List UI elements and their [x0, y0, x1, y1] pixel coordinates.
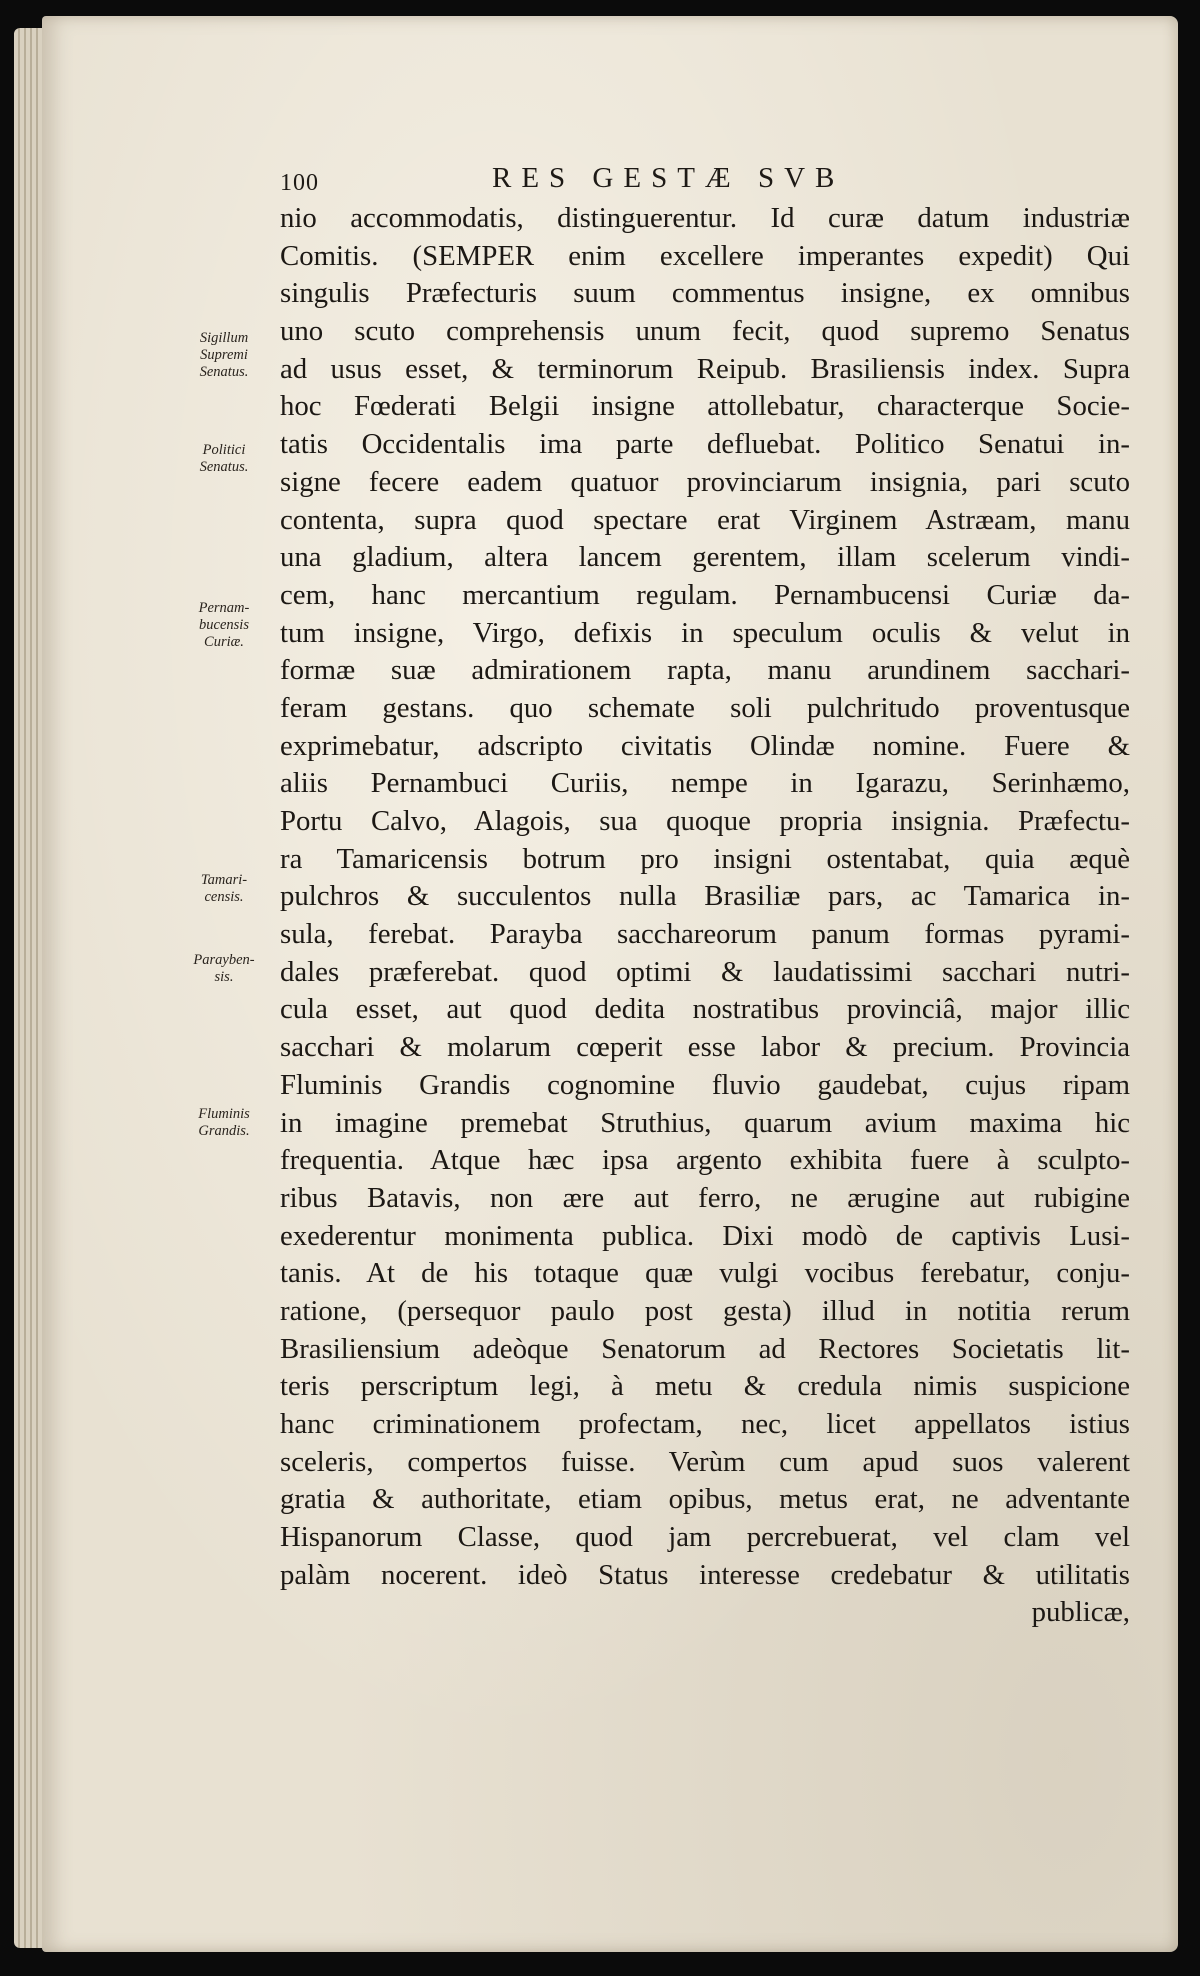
text-line: pulchros & succulentos nulla Brasiliæ pars, ac Tamarica in- [280, 880, 1130, 913]
margin-note-sigillum: Sigillum Supremi Senatus. [199, 330, 249, 380]
text-line: signe fecere eadem quatuor provinciarum insignia, pari scuto [280, 465, 1130, 498]
catchword: publicæ, [1031, 1596, 1130, 1629]
margin-note-tamaricensis: Tamari- censis. [200, 872, 248, 905]
body-text [280, 200, 1130, 1632]
margin-note-paraybensis: Parayben- sis. [193, 952, 255, 985]
text-line: Hispanorum Classe, quod jam percrebuerat, vel clam vel [280, 1521, 1130, 1554]
text-line: cem, hanc mercantium regulam. Pernambucensi Curiæ da- [280, 578, 1130, 611]
text-line: Portu Calvo, Alagois, sua quoque propria insignia. Præfectu- [280, 805, 1130, 837]
text-line: tanis. At de his totaque quæ vulgi vocibus ferebatur, conju- [280, 1257, 1130, 1290]
text-line: aliis Pernambuci Curiis, nempe in Igarazu, Serinhæmo, [280, 767, 1130, 800]
text-line: cula esset, aut quod dedita nostratibus provinciâ, major illic [280, 993, 1130, 1026]
text-line: sula, ferebat. Parayba sacchareorum panum formas pyrami- [280, 918, 1130, 951]
text-line: Fluminis Grandis cognomine fluvio gaudebat, cujus ripam [280, 1068, 1130, 1101]
text-line: tum insigne, Virgo, defixis in speculum oculis & velut in [280, 616, 1130, 649]
text-line: nio accommodatis, distinguerentur. Id curæ datum industriæ [280, 202, 1130, 234]
text-line: hanc criminationem profectam, nec, licet appellatos istius [280, 1408, 1130, 1440]
margin-notes [178, 0, 268, 1976]
text-line: uno scuto comprehensis unum fecit, quod supremo Senatus [280, 315, 1130, 348]
margin-note-pernambucensis: Pernam- bucensis Curiæ. [198, 600, 250, 650]
text-line: in imagine premebat Struthius, quarum avium maxima hic [280, 1106, 1130, 1139]
text-line: ra Tamaricensis botrum pro insigni ostentabat, quia æquè [280, 842, 1130, 875]
text-line: hoc Fœderati Belgii insigne attollebatur, characterque Socie- [280, 390, 1130, 423]
text-line: ribus Batavis, non ære aut ferro, ne ærugine aut rubigine [280, 1181, 1130, 1214]
text-line: contenta, supra quod spectare erat Virginem Astræam, manu [280, 503, 1130, 536]
text-line: palàm nocerent. ideò Status interesse credebatur & utilitatis [280, 1558, 1130, 1591]
text-line: Comitis. (SEMPER enim excellere imperantes expedit) Qui [280, 239, 1130, 272]
text-line: tatis Occidentalis ima parte defluebat. Politico Senatui in- [280, 428, 1130, 461]
text-line: exprimebatur, adscripto civitatis Olindæ nomine. Fuere & [280, 729, 1130, 762]
page-number: 100 [280, 170, 319, 196]
text-line: una gladium, altera lancem gerentem, illam scelerum vindi- [280, 541, 1130, 574]
page-header [280, 162, 1146, 202]
margin-note-fluminis: Fluminis Grandis. [198, 1106, 250, 1139]
margin-note-politici: Politici Senatus. [199, 442, 249, 475]
text-line: sacchari & molarum cœperit esse labor & precium. Provincia [280, 1031, 1130, 1064]
text-line: gratia & authoritate, etiam opibus, metus erat, ne adventante [280, 1483, 1130, 1516]
text-line: feram gestans. quo schemate soli pulchritudo proventusque [280, 691, 1130, 724]
text-line: ad usus esset, & terminorum Reipub. Brasiliensis index. Supra [280, 352, 1130, 385]
text-line: teris perscriptum legi, à metu & credula nimis suspicione [280, 1370, 1130, 1403]
text-line: singulis Præfecturis suum commentus insigne, ex omnibus [280, 277, 1130, 310]
running-title: RES GESTÆ SVB [492, 162, 845, 194]
text-line: sceleris, compertos fuisse. Verùm cum apud suos valerent [280, 1445, 1130, 1478]
text-line: frequentia. Atque hæc ipsa argento exhibita fuere à sculpto- [280, 1144, 1130, 1177]
text-line: Brasiliensium adeòque Senatorum ad Rectores Societatis lit- [280, 1332, 1130, 1365]
text-line: ratione, (persequor paulo post gesta) illud in notitia rerum [280, 1294, 1130, 1327]
text-line: dales præferebat. quod optimi & laudatissimi sacchari nutri- [280, 955, 1130, 988]
text-line: exederentur monimenta publica. Dixi modò de captivis Lusi- [280, 1219, 1130, 1252]
text-line: formæ suæ admirationem rapta, manu arundinem sacchari- [280, 654, 1130, 687]
